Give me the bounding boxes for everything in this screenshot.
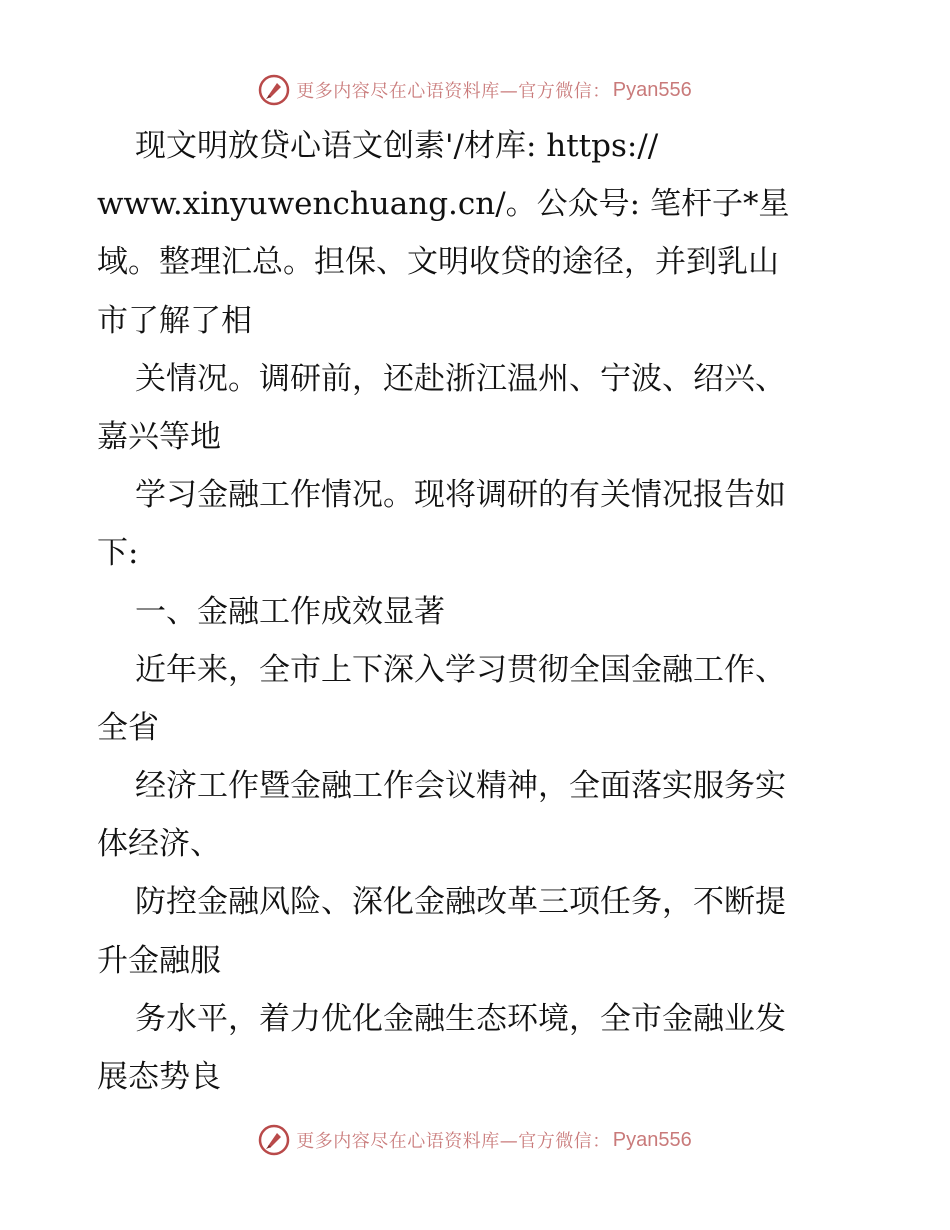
body-line: 下: [97, 535, 139, 572]
body-line: 现文明放贷心语文创素'/材库: https:// [135, 128, 659, 164]
body-line: 学习金融工作情况。现将调研的有关情况报告如 [135, 477, 786, 514]
pen-nib-logo-icon [258, 1124, 290, 1156]
body-line: 务水平，着力优化金融生态环境，全市金融业发 [135, 1000, 786, 1037]
body-line: 展态势良 [97, 1059, 221, 1095]
watermark-text: 更多内容尽在心语资料库—官方微信： [296, 81, 611, 102]
document-body [97, 117, 857, 1106]
body-line: 市了解了相 [97, 302, 252, 339]
body-line: 升金融服 [97, 942, 221, 979]
watermark-text: 更多内容尽在心语资料库—官方微信： [296, 1131, 611, 1152]
body-line: 关情况。调研前，还赴浙江温州、宁波、绍兴、 [135, 360, 786, 397]
header-watermark-banner [0, 70, 950, 110]
body-line: 经济工作暨金融工作会议精神，全面落实服务实 [135, 768, 786, 805]
body-line: 近年来，全市上下深入学习贯彻全国金融工作、 [135, 651, 786, 688]
body-line: 嘉兴等地 [97, 418, 221, 455]
footer-watermark-banner [0, 1120, 950, 1160]
body-line: www.xinyuwenchuang.cn/。公众号: 笔杆子*星 [97, 186, 790, 223]
body-line: 防控金融风险、深化金融改革三项任务，不断提 [135, 884, 786, 921]
section-heading: 一、金融工作成效显著 [135, 593, 445, 630]
body-line: 体经济、 [97, 826, 221, 863]
pen-nib-logo-icon [258, 74, 290, 106]
wechat-id: Pyan556 [612, 78, 692, 101]
body-line: 域。整理汇总。担保、文明收贷的途径，并到乳山 [97, 244, 779, 281]
body-line: 全省 [97, 709, 159, 746]
wechat-id: Pyan556 [612, 1128, 692, 1151]
